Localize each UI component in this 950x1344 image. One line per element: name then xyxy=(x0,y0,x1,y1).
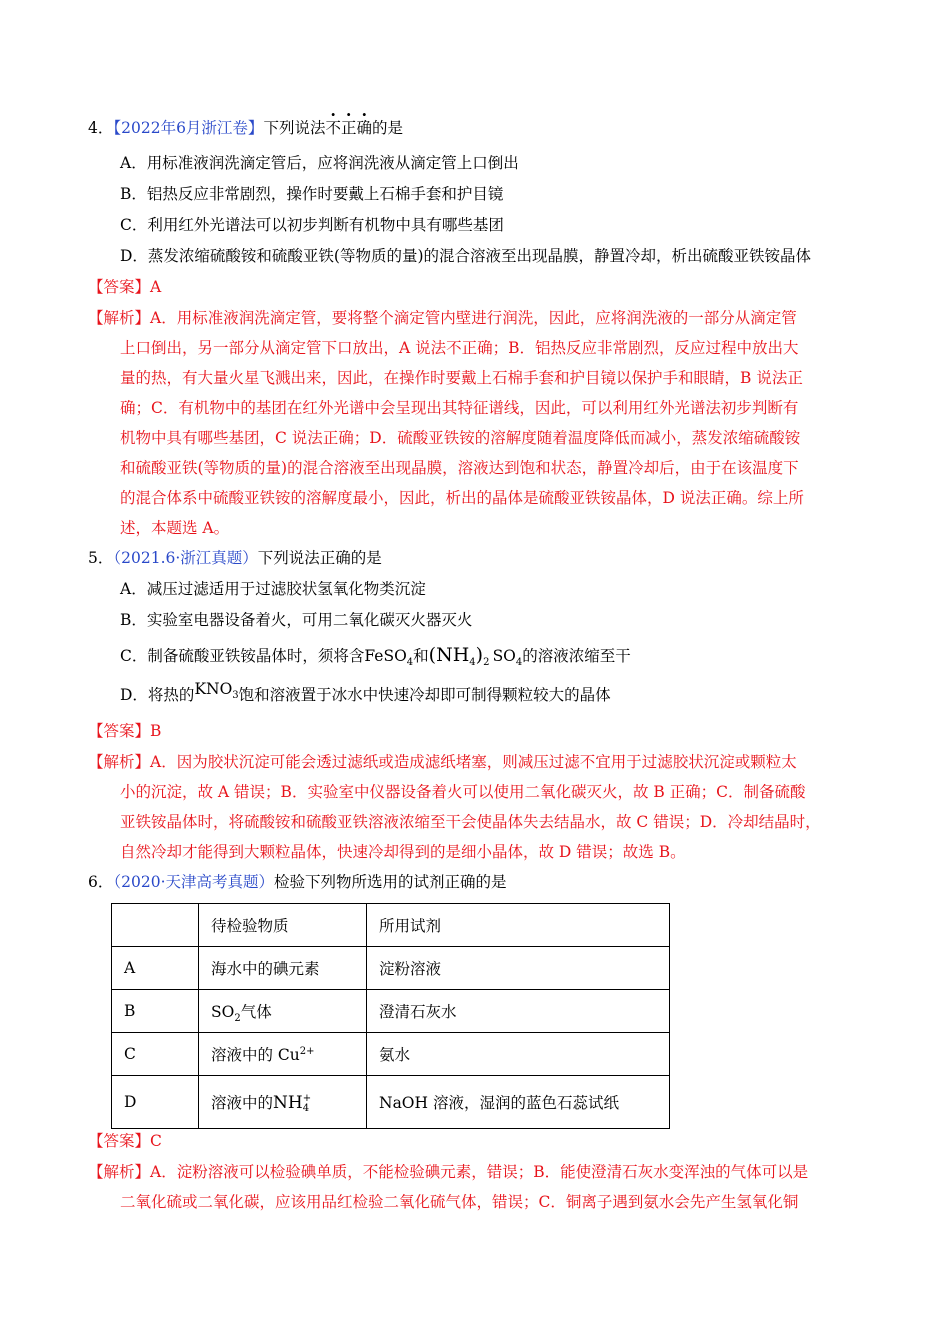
emphasis-char: 正 xyxy=(340,119,357,137)
formula-kno3: $KNO_3$ xyxy=(194,680,239,702)
question-source: 【2022年6月浙江卷】 xyxy=(113,119,264,137)
option-d xyxy=(120,680,611,706)
table-row xyxy=(112,1076,670,1129)
option-b: B．铝热反应非常剧烈，操作时要戴上石棉手套和护目镜 xyxy=(120,185,504,203)
question-6-stem xyxy=(88,871,507,893)
analysis-line: 自然冷却才能得到大颗粒晶体，快速冷却得到的是细小晶体，故 D 错误；故选 B。 xyxy=(120,843,686,861)
analysis-line: 亚铁铵晶体时，将硫酸铵和硫酸亚铁溶液浓缩至干会使晶体失去结晶水，故 C 错误；D．冷却结晶时， xyxy=(120,813,821,831)
analysis-line: 【解析】A．用标准液润洗滴定管，要将整个滴定管内壁进行润洗，因此，应将润洗液的一部分从滴定管 xyxy=(88,309,797,327)
row-label: B xyxy=(112,990,199,1033)
analysis-line: 确；C．有机物中的基团在红外光谱中会呈现出其特征谱线，因此，可以利用红外光谱法初步判断有 xyxy=(120,399,799,417)
question-4-stem xyxy=(88,117,403,139)
formula-ammonium-sulfate: $(NH_4)_2$ $SO_4$ xyxy=(428,644,523,669)
substance-cell: $SO_2$气体 xyxy=(199,990,367,1033)
question-source: （2020·天津高考真题） xyxy=(113,873,274,891)
formula-feso4: FeSO$_4$ xyxy=(364,647,414,669)
answer-label: 【答案】B xyxy=(88,722,162,740)
analysis-line: 【解析】A．淀粉溶液可以检验碘单质，不能检验碘元素，错误；B．能使澄清石灰水变浑浊的气体可以是 xyxy=(88,1163,809,1181)
option-d: D．蒸发浓缩硫酸铵和硫酸亚铁(等物质的量)的混合溶液至出现晶膜，静置冷却，析出硫酸亚铁铵晶体 xyxy=(120,247,812,265)
table-row xyxy=(112,990,670,1033)
analysis-line: 量的热，有大量火星飞溅出来，因此，在操作时要戴上石棉手套和护目镜以保护手和眼睛，B 说法正 xyxy=(120,369,803,387)
reagent-cell: 淀粉溶液 xyxy=(367,947,670,990)
table-header-row xyxy=(112,904,670,947)
option-b: B．实验室电器设备着火，可用二氧化碳灭火器灭火 xyxy=(120,611,473,629)
analysis-line: 的混合体系中硫酸亚铁铵的溶解度最小，因此，析出的晶体是硫酸亚铁铵晶体，D 说法正确。综上所 xyxy=(120,489,804,507)
table-header-cell: 待检验物质 xyxy=(199,904,367,947)
table-row xyxy=(112,947,670,990)
table-row xyxy=(112,1033,670,1076)
option-c-text: 的溶液浓缩至干 xyxy=(522,647,631,665)
stem-text: 检验下列物所选用的试剂正确的是 xyxy=(274,873,507,891)
stem-text: 下列说法 xyxy=(263,119,326,137)
option-c-text: 和 xyxy=(413,647,429,665)
question-number: 4． xyxy=(88,119,114,137)
answer-label: 【答案】A xyxy=(88,278,162,296)
question-5-stem xyxy=(88,547,382,569)
table-header-cell: 所用试剂 xyxy=(367,904,670,947)
stem-text: 的是 xyxy=(372,119,404,137)
table-header-cell xyxy=(112,904,199,947)
analysis-line: 机物中具有哪些基团，C 说法正确；D．硫酸亚铁铵的溶解度随着温度降低而减小，蒸发浓缩硫酸铵 xyxy=(120,429,801,447)
option-c-text: C．制备硫酸亚铁铵晶体时，须将含 xyxy=(120,647,365,665)
analysis-line: 上口倒出，另一部分从滴定管下口放出，A 说法不正确；B．铝热反应非常剧烈，反应过程中放出大 xyxy=(120,339,799,357)
reagent-table xyxy=(111,903,670,1129)
analysis-line: 和硫酸亚铁(等物质的量)的混合溶液至出现晶膜，溶液达到饱和状态，静置冷却后，由于在该温度下 xyxy=(120,459,799,477)
option-d-text: 饱和溶液置于冰水中快速冷却即可制得颗粒较大的晶体 xyxy=(238,686,611,704)
option-a: A．用标准液润洗滴定管后，应将润洗液从滴定管上口倒出 xyxy=(120,154,519,172)
substance-cell: 海水中的碘元素 xyxy=(199,947,367,990)
stem-text: 下列说法正确的是 xyxy=(257,549,382,567)
analysis-line: 【解析】A．因为胶状沉淀可能会透过滤纸或造成滤纸堵塞，则减压过滤不宜用于过滤胶状沉淀或颗粒太 xyxy=(88,753,797,771)
option-c xyxy=(120,644,631,667)
reagent-cell: 氨水 xyxy=(367,1033,670,1076)
answer-label: 【答案】C xyxy=(88,1132,162,1150)
option-c: C．利用红外光谱法可以初步判断有机物中具有哪些基团 xyxy=(120,216,504,234)
question-number: 6． xyxy=(88,873,114,891)
reagent-cell: 澄清石灰水 xyxy=(367,990,670,1033)
analysis-line: 二氧化硫或二氧化碳，应该用品红检验二氧化硫气体，错误；C．铜离子遇到氨水会先产生氢氧化铜 xyxy=(120,1193,799,1211)
emphasis-char: 确 xyxy=(356,119,372,137)
substance-cell: 溶液中的 $Cu^{2+}$ xyxy=(199,1033,367,1076)
emphasis-char: 不 xyxy=(325,119,341,137)
analysis-line: 述，本题选 A。 xyxy=(120,519,230,537)
option-d-text: D．将热的 xyxy=(120,686,195,704)
reagent-cell: NaOH 溶液，湿润的蓝色石蕊试纸 xyxy=(367,1076,670,1129)
row-label: C xyxy=(112,1033,199,1076)
option-a: A．减压过滤适用于过滤胶状氢氧化物类沉淀 xyxy=(120,580,426,598)
substance-cell: 溶液中的NH + 4 xyxy=(199,1076,367,1129)
row-label: D xyxy=(112,1076,199,1129)
row-label: A xyxy=(112,947,199,990)
question-number: 5． xyxy=(88,549,114,567)
analysis-line: 小的沉淀，故 A 错误；B．实验室中仪器设备着火可以使用二氧化碳灭火，故 B 正确；C．制备硫酸 xyxy=(120,783,806,801)
question-source: （2021.6·浙江真题） xyxy=(113,549,258,567)
